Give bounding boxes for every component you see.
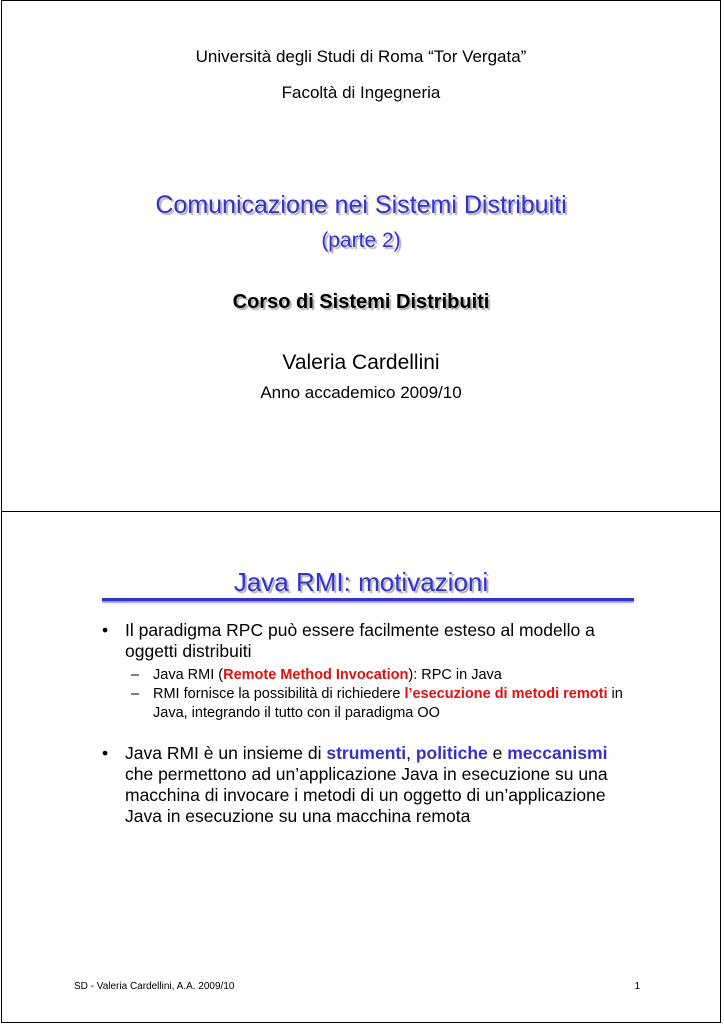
highlight-term: Remote Method Invocation — [223, 667, 409, 683]
sub-bullet-text: RMI fornisce la possibilità di richiedere — [153, 686, 405, 702]
sub-bullet-text: Java RMI ( — [153, 667, 224, 683]
author-name: Valeria Cardellini — [282, 351, 440, 374]
bullet-list — [100, 620, 640, 847]
sub-bullet-item — [125, 666, 640, 685]
academic-year: Anno accademico 2009/10 — [260, 383, 462, 402]
content-slide — [1, 511, 721, 1023]
sub-bullet-item — [125, 685, 640, 723]
highlight-term: l’esecuzione di metodi remoti — [404, 686, 608, 702]
bullet-text: e — [487, 743, 508, 763]
slide-title: Java RMI: motivazioni — [233, 567, 489, 597]
keyword-meccanismi: meccanismi — [507, 743, 608, 763]
bullet-text: Java RMI è un insieme di — [125, 743, 327, 763]
page-number: 1 — [634, 981, 640, 992]
title-underline — [102, 598, 634, 601]
keyword-strumenti: strumenti — [326, 743, 407, 763]
presentation-title: Comunicazione nei Sistemi Distribuiti — [155, 191, 567, 219]
presentation-subtitle: (parte 2) — [321, 229, 401, 252]
bullet-item — [100, 620, 640, 723]
sub-bullet-text: in Java, integrando il tutto con il paradigma OO — [153, 686, 623, 721]
university-name: Università degli Studi di Roma “Tor Vergata” — [195, 47, 527, 66]
slide-footer: SD - Valeria Cardellini, A.A. 2009/10 — [74, 981, 235, 992]
bullet-text: che permettono ad un’applicazione Java in esecuzione su una macchina di invocare i metodi di un oggetto di un’applicazione Java in esecuzione su una macchina remota — [125, 764, 608, 826]
title-slide — [1, 0, 721, 512]
course-name: Corso di Sistemi Distribuiti — [232, 291, 490, 313]
sub-bullet-text: ): RPC in Java — [408, 667, 502, 683]
bullet-text: , — [406, 743, 416, 763]
keyword-politiche: politiche — [415, 743, 488, 763]
bullet-item — [100, 743, 640, 827]
faculty-name: Facoltà di Ingegneria — [281, 83, 441, 102]
bullet-text: Il paradigma RPC può essere facilmente esteso al modello a oggetti distribuiti — [125, 620, 595, 661]
sub-bullet-list — [125, 666, 640, 723]
